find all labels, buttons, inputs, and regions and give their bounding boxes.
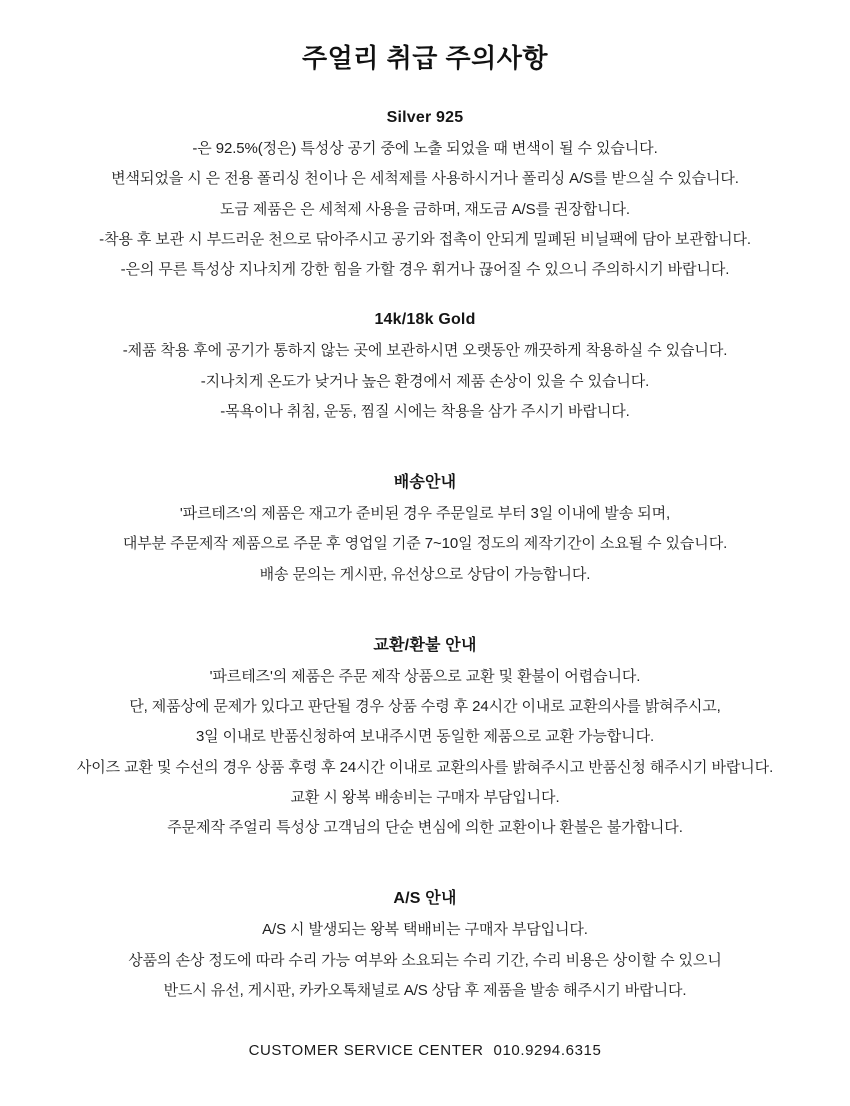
- body-line: -제품 착용 후에 공기가 통하지 않는 곳에 보관하시면 오랫동안 깨끗하게 착용하실 수 있습니다.: [122, 342, 728, 360]
- body-line: 사이즈 교환 및 수선의 경우 상품 후령 후 24시간 이내로 교환의사를 밝혀주시고 반품신청 해주시기 바랍니다.: [76, 758, 774, 776]
- body-line: -착용 후 보관 시 부드러운 천으로 닦아주시고 공기와 접촉이 안되게 밀폐된 비닐팩에 담아 보관합니다.: [99, 230, 751, 248]
- section-gold: [24, 311, 826, 423]
- body-line: A/S 시 발생되는 왕복 택배비는 구매자 부담입니다.: [262, 921, 588, 939]
- body-line: 3일 이내로 반품신청하여 보내주시면 동일한 제품으로 교환 가능합니다.: [195, 728, 655, 746]
- section-body-shipping: [24, 502, 826, 586]
- body-line: -지나치게 온도가 낮거나 높은 환경에서 제품 손상이 있을 수 있습니다.: [200, 372, 650, 390]
- section-shipping: [24, 469, 826, 586]
- page-title: 주얼리 취급 주의사항: [302, 43, 548, 73]
- section-body-gold: [24, 339, 826, 423]
- section-exchange-refund: [24, 632, 826, 840]
- section-heading-gold: 14k/18k Gold: [374, 311, 476, 329]
- body-line: 단, 제품상에 문제가 있다고 판단될 경우 상품 수령 후 24시간 이내로 교환의사를 밝혀주시고,: [129, 698, 721, 715]
- section-heading-shipping: 배송안내: [393, 474, 457, 491]
- body-line: 주문제작 주얼리 특성상 고객님의 단순 변심에 의한 교환이나 환불은 불가합니다.: [167, 819, 683, 836]
- body-line: -목욕이나 취침, 운동, 찜질 시에는 착용을 삼가 주시기 바랍니다.: [220, 402, 630, 420]
- body-line: 대부분 주문제작 제품으로 주문 후 영업일 기준 7~10일 정도의 제작기간이 소요될 수 있습니다.: [122, 535, 728, 553]
- body-line: 교환 시 왕복 배송비는 구매자 부담입니다.: [290, 788, 560, 806]
- section-body-exchange-refund: [24, 665, 826, 840]
- body-line: 변색되었을 시 은 전용 폴리싱 천이나 은 세척제를 사용하시거나 폴리싱 A/S를 받으실 수 있습니다.: [111, 170, 739, 188]
- section-heading-silver-925: Silver 925: [386, 109, 464, 126]
- customer-service-footer: [24, 1042, 826, 1059]
- body-line: 배송 문의는 게시판, 유선상으로 상담이 가능합니다.: [259, 565, 591, 583]
- body-line: '파르테즈'의 제품은 주문 제작 상품으로 교환 및 환불이 어렵습니다.: [209, 667, 641, 685]
- body-line: 반드시 유선, 게시판, 카카오톡채널로 A/S 상담 후 제품을 발송 해주시기 바랍니다.: [163, 981, 687, 999]
- body-line: 상품의 손상 정도에 따라 수리 가능 여부와 소요되는 수리 기간, 수리 비용은 상이할 수 있으니: [128, 951, 722, 969]
- section-heading-after-service: A/S 안내: [393, 890, 457, 908]
- section-body-silver-925: [24, 137, 826, 281]
- customer-service-label: CUSTOMER SERVICE CENTER: [248, 1042, 484, 1059]
- body-line: -은 92.5%(정은) 특성상 공기 중에 노출 되었을 때 변색이 될 수 있습니다.: [192, 140, 658, 157]
- section-silver-925: [24, 109, 826, 281]
- section-heading-exchange-refund: 교환/환불 안내: [373, 636, 477, 654]
- body-line: 도금 제품은 은 세척제 사용을 금하며, 재도금 A/S를 권장합니다.: [220, 200, 630, 218]
- section-after-service: [24, 885, 826, 1002]
- section-body-after-service: [24, 918, 826, 1002]
- body-line: -은의 무른 특성상 지나치게 강한 힘을 가할 경우 휘거나 끊어질 수 있으니 주의하시기 바랍니다.: [120, 261, 730, 278]
- customer-service-phone: 010.9294.6315: [493, 1042, 602, 1059]
- body-line: '파르테즈'의 제품은 재고가 준비된 경우 주문일로 부터 3일 이내에 발송 되며,: [179, 505, 671, 522]
